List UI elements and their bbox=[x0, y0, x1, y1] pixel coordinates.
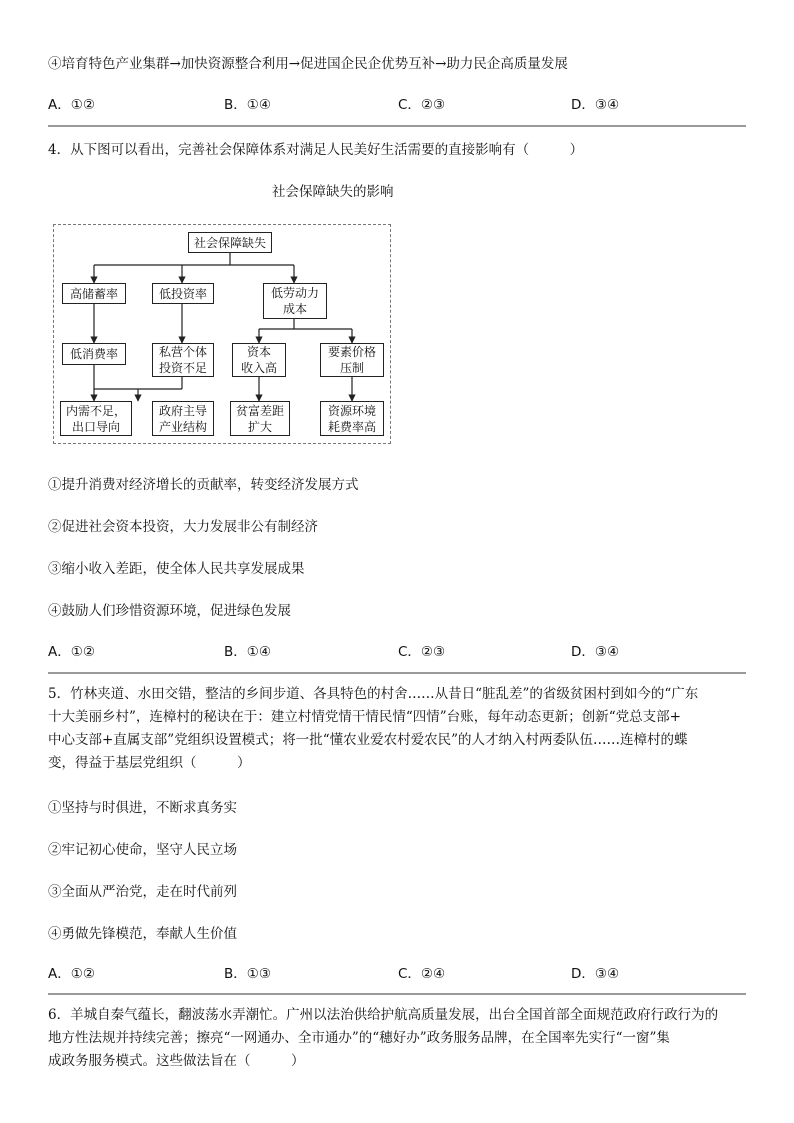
q6-stem-line: 成政务服务模式。这些做法旨在（ ） bbox=[48, 1053, 305, 1069]
q5-stem-line: 中心支部+直属支部”党组织设置模式；将一批“懂农业爱农村爱农民”的人才纳入村两委队伍……连樟村的蝶 bbox=[48, 732, 688, 748]
q5-stem-line: 十大美丽乡村”，连樟村的秘诀在于：建立村情党情干情民情“四情”台账，每年动态更新；创新“党总支部+ bbox=[48, 709, 681, 725]
node-govt-led-line2: 产业结构 bbox=[158, 419, 207, 434]
node-domestic-demand-line2: 出口导向 bbox=[71, 419, 120, 434]
node-low-investment: 低投资率 bbox=[152, 283, 214, 304]
q5-item-3: ③全面从严治党，走在时代前列 bbox=[48, 884, 237, 900]
q4-item-1: ①提升消费对经济增长的贡献率，转变经济发展方式 bbox=[48, 477, 359, 493]
q6-stem-line: 6．羊城自秦气蕴长，翻波荡水弄潮忙。广州以法治供给护航高质量发展，出台全国首部全面规范政府行政行为的 bbox=[48, 1007, 719, 1023]
q5-stem-line: 变，得益于基层党组织（ ） bbox=[48, 755, 251, 771]
node-low-consumption: 低消费率 bbox=[62, 343, 126, 365]
q5-stem-line: 5．竹林夹道、水田交错，整洁的乡间步道、各具特色的村舍……从昔日“脏乱差”的省级贫困村到如今的“广东 bbox=[48, 686, 699, 702]
q4-option-d[interactable]: D．③④ bbox=[571, 644, 620, 660]
node-capital-income-line2: 收入高 bbox=[240, 361, 277, 375]
q4-option-a[interactable]: A．①② bbox=[48, 644, 95, 660]
q4-option-b[interactable]: B．①④ bbox=[224, 644, 271, 660]
diagram-title: 社会保障缺失的影响 bbox=[272, 184, 394, 200]
node-wealth-gap-line2: 扩大 bbox=[247, 419, 272, 434]
q3-option-b[interactable]: B．①④ bbox=[224, 97, 271, 113]
node-factor-price bbox=[320, 343, 384, 377]
node-domestic-demand-line1: 内需不足， bbox=[65, 403, 126, 418]
node-factor-price-line1: 要素价格 bbox=[327, 345, 376, 359]
q6-stem bbox=[48, 1004, 748, 1073]
q5-item-2: ②牢记初心使命，坚守人民立场 bbox=[48, 842, 237, 858]
node-govt-led-line1: 政府主导 bbox=[158, 403, 207, 418]
q5-stem bbox=[48, 683, 748, 775]
node-private-investment-line2: 投资不足 bbox=[158, 361, 207, 375]
q4-option-c[interactable]: C．②③ bbox=[398, 644, 446, 660]
node-factor-price-line2: 压制 bbox=[339, 361, 364, 375]
q3-option-a[interactable]: A．①② bbox=[48, 97, 95, 113]
q5-option-c[interactable]: C．②④ bbox=[398, 966, 446, 982]
node-domestic-demand bbox=[60, 401, 132, 436]
node-private-investment-line1: 私营个体 bbox=[158, 345, 207, 359]
node-resource-cost-line1: 资源环境 bbox=[327, 403, 376, 418]
node-root: 社会保障缺失 bbox=[188, 232, 272, 253]
node-low-labor-cost bbox=[263, 283, 327, 319]
node-low-labor-cost-line2: 成本 bbox=[282, 302, 307, 316]
node-high-savings: 高储蓄率 bbox=[62, 283, 126, 304]
flow-diagram bbox=[53, 224, 391, 444]
q5-item-1: ①坚持与时俱进，不断求真务实 bbox=[48, 800, 237, 816]
q5-item-4: ④勇做先锋模范，奉献人生价值 bbox=[48, 926, 237, 942]
node-capital-income-line1: 资本 bbox=[246, 345, 271, 359]
node-resource-cost-line2: 耗费率高 bbox=[327, 419, 376, 434]
q5-option-a[interactable]: A．①② bbox=[48, 966, 95, 982]
q3-item-4: ④培育特色产业集群→加快资源整合利用→促进国企民企优势互补→助力民企高质量发展 bbox=[48, 56, 568, 72]
q4-stem: 4．从下图可以看出，完善社会保障体系对满足人民美好生活需要的直接影响有（ ） bbox=[48, 142, 584, 158]
node-capital-income bbox=[232, 343, 286, 377]
node-wealth-gap-line1: 贫富差距 bbox=[235, 403, 284, 418]
divider bbox=[48, 125, 746, 127]
divider bbox=[48, 672, 746, 674]
q4-item-2: ②促进社会资本投资，大力发展非公有制经济 bbox=[48, 519, 318, 535]
q4-item-3: ③缩小收入差距，使全体人民共享发展成果 bbox=[48, 561, 305, 577]
node-low-labor-cost-line1: 低劳动力 bbox=[270, 286, 319, 300]
q5-option-d[interactable]: D．③④ bbox=[571, 966, 620, 982]
node-govt-led bbox=[152, 401, 214, 436]
node-wealth-gap bbox=[230, 401, 290, 436]
node-resource-cost bbox=[320, 401, 384, 436]
node-private-investment bbox=[152, 343, 214, 377]
divider bbox=[48, 993, 746, 995]
q5-option-b[interactable]: B．①③ bbox=[224, 966, 271, 982]
q3-option-c[interactable]: C．②③ bbox=[398, 97, 446, 113]
q3-option-d[interactable]: D．③④ bbox=[571, 97, 620, 113]
q6-stem-line: 地方性法规并持续完善；擦亮“一网通办、全市通办”的“穗好办”政务服务品牌，在全国率先实行“一窗”集 bbox=[48, 1030, 670, 1046]
q4-item-4: ④鼓励人们珍惜资源环境，促进绿色发展 bbox=[48, 603, 291, 619]
